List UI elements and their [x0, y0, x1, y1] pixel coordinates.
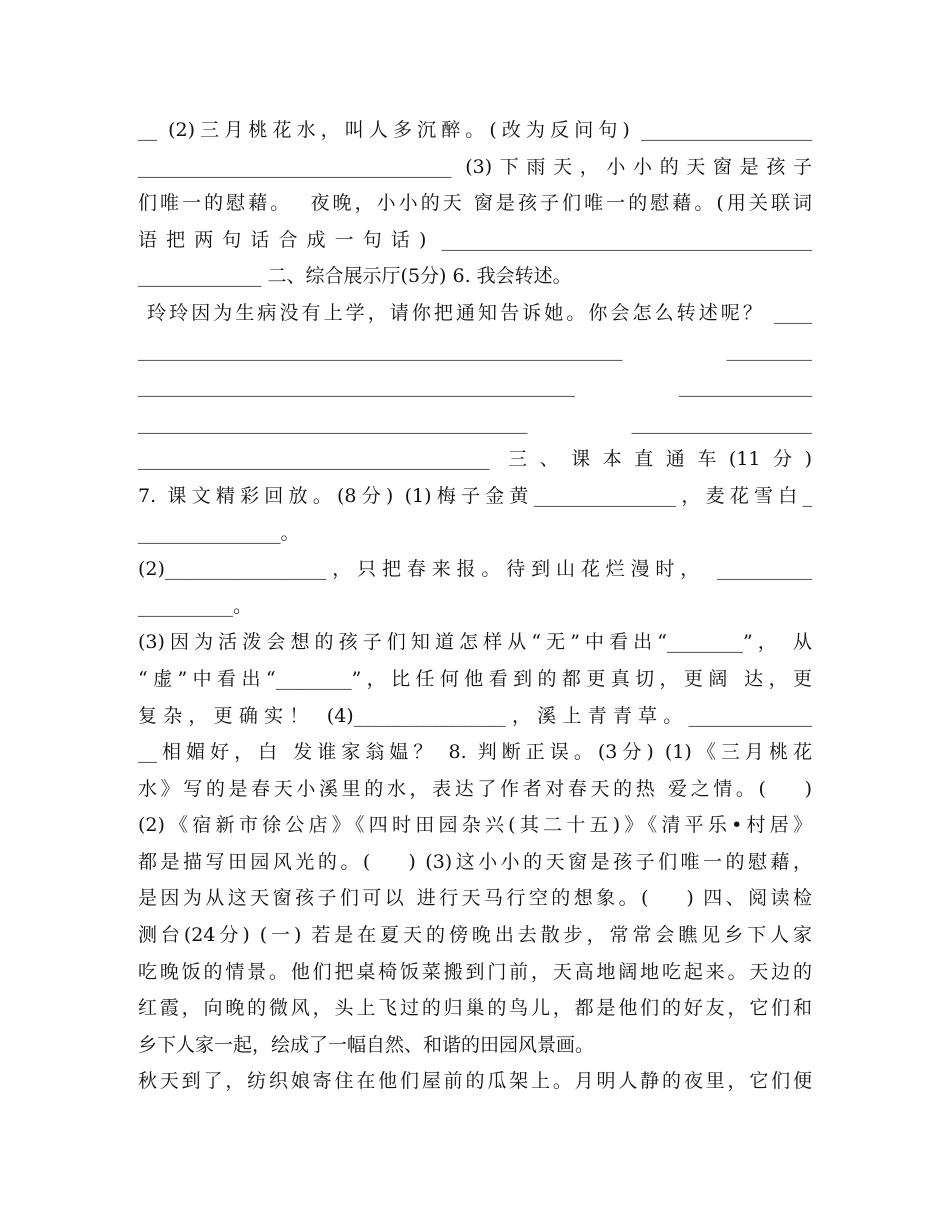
text-line-13: (2)_________________，只把春来报。待到山花烂漫时， __________ [138, 558, 812, 581]
text-line-15: (3)因为活泼会想的孩子们知道怎样从“无”中看出“________”， 从 [138, 631, 812, 654]
text-line-3: 们唯一的慰藉。 夜晚，小小的天 窗是孩子们唯一的慰藉。(用关联词 [138, 192, 812, 215]
text-line-4: 语把两句话合成一句话) _______________________________________ [138, 228, 812, 251]
text-line-22: 是因为从这天窗孩子们可以 进行天马行空的想象。( ) 四、阅读检 [138, 887, 812, 910]
text-line-12: _______________。 [138, 521, 300, 544]
text-line-11: 7. 课文精彩回放。(8分) (1)梅子金黄_______________，麦花雪白_ [138, 484, 812, 507]
text-line-23: 测台(24分) (一) 若是在夏天的傍晚出去散步，常常会瞧见乡下人家 [138, 924, 812, 947]
text-line-18: __相媚好，白 发谁家翁媪？ 8. 判断正误。(3分) (1)《三月桃花 [138, 741, 812, 764]
text-line-27: 秋天到了，纺织娘寄住在他们屋前的瓜架上。月明人静的夜里，它们便 [138, 1070, 812, 1093]
text-line-8: ______________________________________________ ______________ [138, 375, 812, 398]
text-line-1: __ (2)三月桃花水，叫人多沉醉。(改为反问句) __________________ [138, 119, 812, 141]
text-line-25: 红霞，向晚的微风，头上飞过的归巢的鸟儿，都是他们的好友，它们和 [138, 997, 812, 1020]
text-line-5: _____________ 二、综合展示厅(5分) 6. 我会转述。 [138, 265, 572, 288]
text-line-24: 吃晚饭的情景。他们把桌椅饭菜搬到门前，天高地阔地吃起来。天边的 [138, 960, 812, 983]
text-line-9: _________________________________________ ___________________ [138, 411, 812, 434]
text-line-20: (2)《宿新市徐公店》《四时田园杂兴(其二十五)》《清平乐•村居》 [138, 814, 812, 837]
text-line-6: 玲玲因为生病没有上学，请你把通知告诉她。你会怎么转述呢？ ____ [138, 301, 812, 324]
text-line-26: 乡下人家一起，绘成了一幅自然、和谐的田园风景画。 [138, 1033, 595, 1056]
text-line-16: “虚”中看出“________”，比任何他看到的都更真切，更阔 达，更 [138, 667, 812, 690]
text-line-19: 水》写的是春天小溪里的水，表达了作者对春天的热 爱之情。( ) [138, 777, 812, 800]
text-line-21: 都是描写田园风光的。( ) (3)这小小的天窗是孩子们唯一的慰藉， [138, 850, 812, 873]
text-line-10: _____________________________________ 三、课本直通车(11分) [138, 448, 812, 471]
text-line-17: 复杂，更确实！ (4)________________，溪上青青草。_____________ [138, 704, 812, 727]
text-line-2: _________________________________ (3)下雨天，小小的天窗是孩子 [138, 155, 812, 178]
text-line-7: ___________________________________________________ _________ [138, 338, 812, 361]
text-line-14: __________。 [138, 594, 253, 617]
document-page [138, 112, 812, 1100]
